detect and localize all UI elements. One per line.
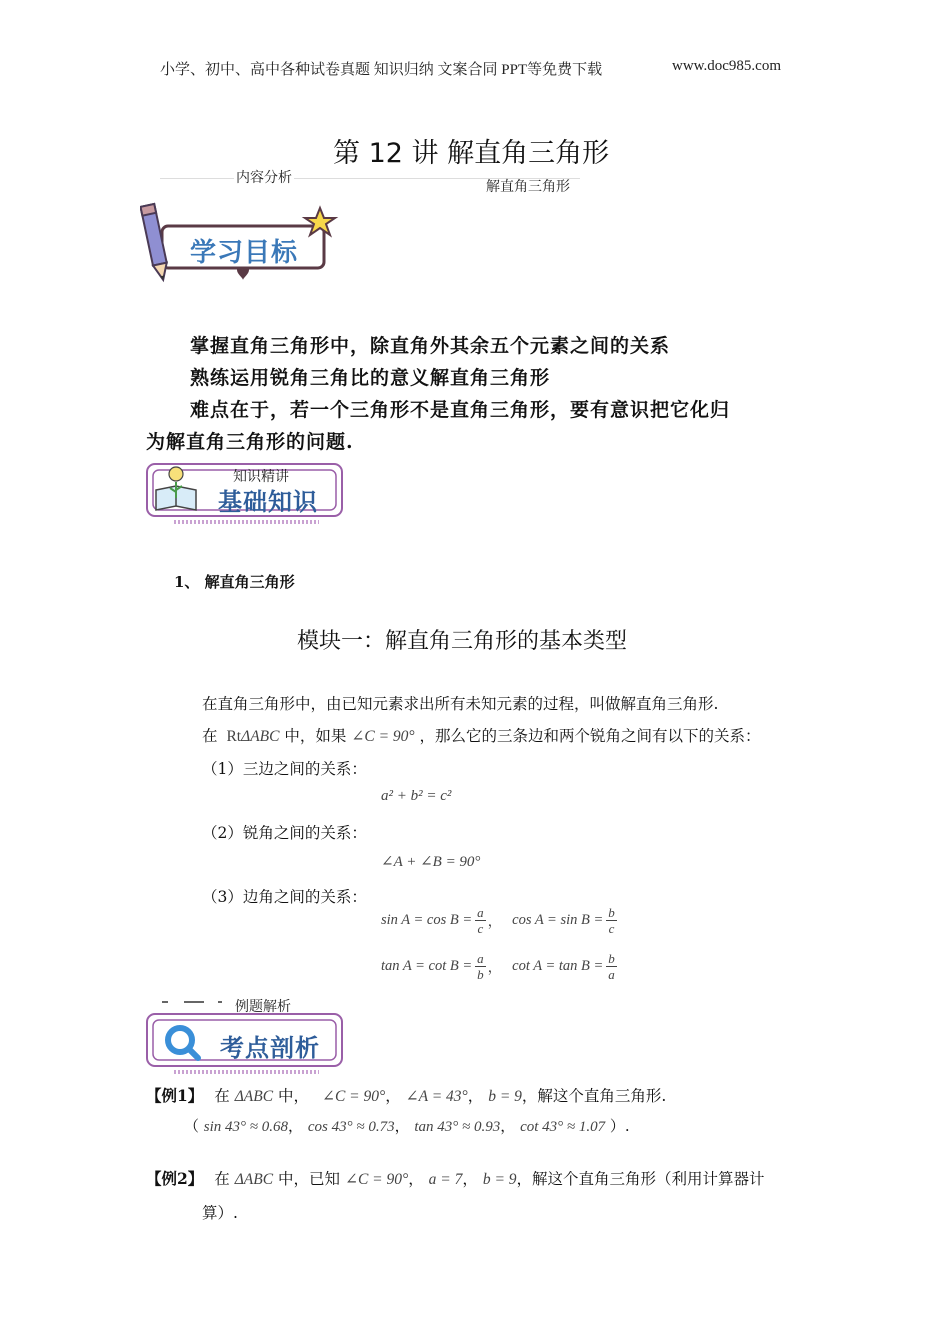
- separator: ，: [487, 960, 503, 976]
- frac-num: a: [477, 951, 484, 966]
- fraction-b-over-c: [606, 906, 617, 935]
- fraction-b-over-a: [606, 952, 617, 981]
- example-2-angle-c: ∠C = 90°: [344, 1171, 409, 1188]
- comma: ，: [467, 1087, 484, 1105]
- example-1-triangle: ΔABC: [234, 1088, 274, 1105]
- example-2-a: a = 7: [428, 1171, 463, 1188]
- example-1-b: b = 9: [488, 1088, 522, 1105]
- example-2: [146, 1167, 765, 1189]
- goal-line-4: 为解直角三角形的问题.: [146, 431, 354, 453]
- comma: ，: [394, 1117, 410, 1135]
- comma: ，: [408, 1170, 424, 1188]
- trig-formula-row-1: [381, 906, 617, 935]
- comma: ，: [500, 1117, 516, 1135]
- example-1-t1: 在: [214, 1087, 230, 1105]
- frac-num: b: [608, 905, 615, 920]
- basic-knowledge-banner-text: 基础知识: [218, 488, 318, 516]
- module-title: 模块一：解直角三角形的基本类型: [297, 629, 628, 654]
- intro-p2-c: ，那么它的三条边和两个锐角之间有以下的关系：: [419, 727, 761, 745]
- example-2-tag: 【例2】: [146, 1169, 204, 1188]
- frac-num: a: [477, 905, 484, 920]
- page-header-left: 小学、初中、高中各种试卷真题 知识归纳 文案合同 PPT等免费下载: [160, 62, 603, 78]
- intro-p2-b: 中，如果: [284, 727, 347, 745]
- relation-1-formula: a² + b² = c²: [381, 788, 452, 804]
- example-1-hint: [184, 1115, 630, 1136]
- example-2-t2: 中，已知: [278, 1170, 341, 1188]
- cos-43: cos 43° ≈ 0.73: [307, 1119, 395, 1135]
- examples-label: 例题解析: [235, 999, 291, 1015]
- content-analysis-label: 内容分析: [234, 167, 294, 187]
- cot-a-lhs: cot A = tan B =: [512, 958, 604, 974]
- tan-43: tan 43° ≈ 0.93: [414, 1119, 501, 1135]
- frac-den: c: [477, 921, 484, 936]
- relation-3-label: （3）边角之间的关系：: [202, 888, 367, 906]
- sin-43: sin 43° ≈ 0.68: [203, 1119, 289, 1135]
- intro-paragraph-2: [202, 724, 761, 746]
- angle-c-90: ∠C = 90°: [351, 728, 415, 745]
- separator: ，: [487, 914, 503, 930]
- fraction-a-over-c: [475, 906, 486, 935]
- comma: ，: [385, 1087, 401, 1105]
- example-1: [146, 1084, 666, 1106]
- sin-a-lhs: sin A = cos B =: [381, 912, 473, 928]
- example-1-angle-a: ∠A = 43°: [405, 1088, 468, 1105]
- learning-goals-banner-text: 学习目标: [190, 238, 299, 268]
- basic-knowledge-banner: [144, 460, 346, 528]
- page-header-right: www.doc985.com: [672, 58, 782, 74]
- comma: ，: [288, 1117, 304, 1135]
- example-1-tag: 【例1】: [146, 1086, 204, 1105]
- hint-close: ）.: [609, 1117, 630, 1135]
- example-1-angle-c: ∠C = 90°: [321, 1088, 386, 1105]
- frac-num: b: [608, 951, 615, 966]
- tan-a-lhs: tan A = cot B =: [381, 958, 473, 974]
- rt-prefix: Rt: [226, 728, 242, 745]
- intro-paragraph-1: 在直角三角形中，由已知元素求出所有未知元素的过程，叫做解直角三角形.: [202, 695, 719, 713]
- hint-open: （: [184, 1117, 200, 1135]
- goal-line-2: 熟练运用锐角三角比的意义解直角三角形: [190, 367, 551, 389]
- frac-den: c: [608, 921, 615, 936]
- frac-den: a: [608, 967, 615, 982]
- knowledge-label: 知识精讲: [233, 469, 289, 485]
- cos-a-lhs: cos A = sin B =: [512, 912, 604, 928]
- relation-2-formula: ∠A + ∠B = 90°: [381, 854, 481, 870]
- examples-banner-text: 考点剖析: [220, 1034, 320, 1062]
- intro-p2-rt: [226, 728, 279, 745]
- page-title: 第 12 讲 解直角三角形: [333, 138, 610, 169]
- example-2-t1: 在: [214, 1170, 230, 1188]
- goal-line-3: 难点在于，若一个三角形不是直角三角形，要有意识把它化归: [190, 399, 731, 421]
- cot-43: cot 43° ≈ 1.07: [520, 1119, 606, 1135]
- triangle-abc: ΔABC: [241, 728, 280, 745]
- frac-den: b: [477, 967, 484, 982]
- example-2-t3: ，解这个直角三角形（利用计算器计: [516, 1170, 765, 1188]
- goal-line-1: 掌握直角三角形中，除直角外其余五个元素之间的关系: [190, 335, 671, 357]
- relation-2-label: （2）锐角之间的关系：: [202, 824, 367, 842]
- relation-1-label: （1）三边之间的关系：: [202, 760, 367, 778]
- example-2-b: b = 9: [482, 1171, 517, 1188]
- example-2-line-2: 算）.: [202, 1204, 238, 1222]
- fraction-a-over-b: [475, 952, 486, 981]
- trig-formula-row-2: [381, 952, 617, 981]
- example-1-t2: 中，: [278, 1087, 310, 1105]
- intro-p2-a: 在: [202, 727, 218, 745]
- example-2-triangle: ΔABC: [234, 1171, 274, 1188]
- learning-goals-banner: [140, 196, 340, 288]
- section-heading-1: 1、 解直角三角形: [174, 573, 295, 591]
- examples-banner: [144, 996, 346, 1076]
- example-1-t3: ，解这个直角三角形.: [521, 1087, 667, 1105]
- comma: ，: [462, 1170, 478, 1188]
- content-analysis-topic: 解直角三角形: [486, 179, 570, 195]
